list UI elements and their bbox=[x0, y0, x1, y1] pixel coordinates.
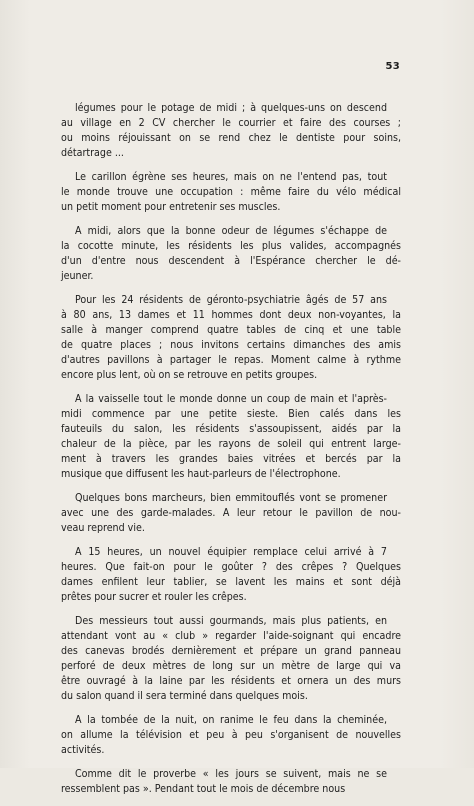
text-line: dames enfilent leur tablier, se lavent les mains et sont déjà bbox=[61, 576, 401, 588]
text-line: A 15 heures, un nouvel équipier remplace celui arrivé à 7 bbox=[75, 546, 387, 558]
text-line: d'un d'entre nous descendent à l'Espérance chercher le dé- bbox=[61, 255, 401, 267]
paragraph bbox=[61, 293, 401, 383]
paragraph bbox=[61, 101, 401, 161]
text-line: d'autres pavillons à partager le repas. Moment calme à rythme bbox=[61, 354, 401, 366]
text-line: Pour les 24 résidents de géronto-psychiatrie âgés de 57 ans bbox=[75, 294, 387, 306]
text-line: à 80 ans, 13 dames et 11 hommes dont deux non-voyantes, la bbox=[61, 309, 401, 321]
text-line: ou moins réjouissant on se rend chez le dentiste pour soins, bbox=[61, 132, 401, 144]
text-line: A la tombée de la nuit, on ranime le feu dans la cheminée, bbox=[75, 714, 387, 726]
paragraph bbox=[61, 545, 401, 605]
text-line: de quatre places ; nous invitons certains dimanches des amis bbox=[61, 339, 401, 351]
text-line: chaleur de la pièce, par les rayons de soleil qui entrent large- bbox=[61, 438, 401, 450]
text-line: le monde trouve une occupation : même faire du vélo médical bbox=[61, 186, 401, 198]
text-line: Quelques bons marcheurs, bien emmitouflés vont se promener bbox=[75, 492, 387, 504]
text-line: ressemblent pas ». Pendant tout le mois de décembre nous bbox=[61, 783, 346, 795]
text-line: avec une des garde-malades. A leur retour le pavillon de nou- bbox=[61, 507, 401, 519]
text-line: détartrage ... bbox=[61, 147, 124, 159]
text-line: A la vaisselle tout le monde donne un coup de main et l'après- bbox=[75, 393, 387, 405]
text-line: fauteuils du salon, les résidents s'assoupissent, aidés par la bbox=[61, 423, 401, 435]
text-line: Des messieurs tout aussi gourmands, mais plus patients, en bbox=[75, 615, 387, 627]
text-line: Le carillon égrène ses heures, mais on ne l'entend pas, tout bbox=[75, 171, 387, 183]
text-line: prêtes pour sucrer et rouler les crêpes. bbox=[61, 591, 247, 603]
paragraph bbox=[61, 767, 401, 797]
text-line: heures. Que fait-on pour le goûter ? des crêpes ? Quelques bbox=[61, 561, 401, 573]
text-line: encore plus lent, où on se retrouve en petits groupes. bbox=[61, 369, 318, 381]
text-line: Comme dit le proverbe « les jours se suivent, mais ne se bbox=[75, 768, 387, 780]
body-text bbox=[61, 101, 401, 806]
text-line: salle à manger comprend quatre tables de cinq et une table bbox=[61, 324, 401, 336]
text-line: attendant vont au « club » regarder l'aide-soignant qui encadre bbox=[61, 630, 401, 642]
text-line: au village en 2 CV chercher le courrier et faire des courses ; bbox=[61, 117, 401, 129]
text-line: des canevas brodés dernièrement et prépare un grand panneau bbox=[61, 645, 401, 657]
text-line: être ouvragé à la laine par les résidents et ornera un des murs bbox=[61, 675, 401, 687]
text-line: ment à travers les grandes baies vitrées et bercés par la bbox=[61, 453, 401, 465]
paragraph bbox=[61, 491, 401, 536]
text-line: activités. bbox=[61, 744, 105, 756]
text-line: A midi, alors que la bonne odeur de légumes s'échappe de bbox=[75, 225, 387, 237]
paragraph bbox=[61, 224, 401, 284]
paragraph bbox=[61, 170, 401, 215]
page-number: 53 bbox=[385, 61, 400, 72]
text-line: du salon quand il sera terminé dans quelques mois. bbox=[61, 690, 308, 702]
paragraph bbox=[61, 392, 401, 482]
text-line: musique que diffusent les haut-parleurs de l'électrophone. bbox=[61, 468, 341, 480]
text-line: veau reprend vie. bbox=[61, 522, 145, 534]
text-line: perforé de deux mètres de long sur un mètre de large qui va bbox=[61, 660, 401, 672]
text-line: jeuner. bbox=[61, 270, 94, 282]
text-line: la cocotte minute, les résidents les plus valides, accompagnés bbox=[61, 240, 401, 252]
text-line: un petit moment pour entretenir ses muscles. bbox=[61, 201, 281, 213]
text-line: midi commence par une petite sieste. Bien calés dans les bbox=[61, 408, 401, 420]
paragraph bbox=[61, 614, 401, 704]
text-line: on allume la télévision et peu à peu s'organisent de nouvelles bbox=[61, 729, 401, 741]
text-line: légumes pour le potage de midi ; à quelques-uns on descend bbox=[75, 102, 387, 114]
paragraph bbox=[61, 713, 401, 758]
